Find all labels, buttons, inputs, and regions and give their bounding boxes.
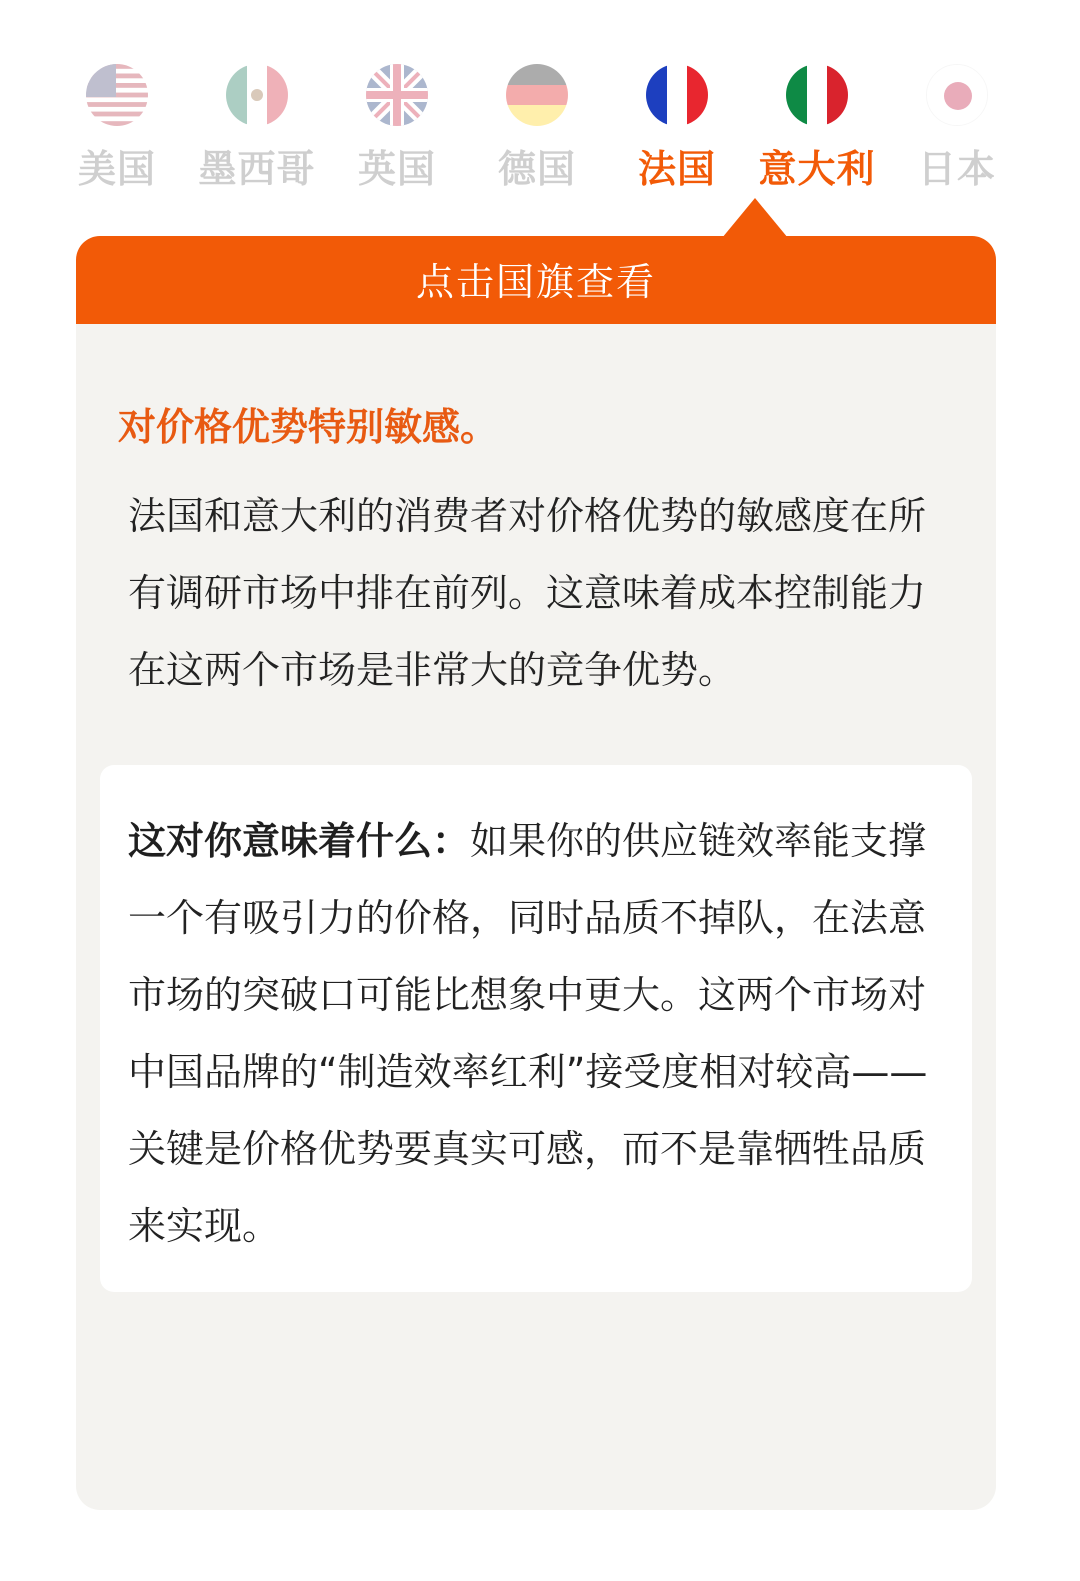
usa-flag-icon: [86, 64, 148, 126]
card-header: [76, 236, 996, 324]
insight-lead: 这对你意味着什么：: [128, 819, 471, 863]
tab-label: 法国: [637, 147, 716, 191]
tab-label: 德国: [497, 147, 576, 191]
country-flag-tabs: [0, 60, 1080, 190]
info-card: [76, 236, 996, 1510]
tab-france[interactable]: [607, 60, 747, 190]
tab-label: 意大利: [758, 147, 876, 191]
mexico-flag-icon: [226, 64, 288, 126]
tab-mexico[interactable]: [187, 60, 327, 190]
card-pointer: [722, 198, 788, 238]
description-paragraph: 法国和意大利的消费者对价格优势的敏感度在所有调研市场中排在前列。这意味着成本控制能力在这两个市场是非常大的竞争优势。: [128, 494, 927, 692]
tab-japan[interactable]: [887, 60, 1027, 190]
insight-box: [100, 765, 972, 1292]
uk-flag-icon: [366, 64, 428, 126]
germany-flag-icon: [506, 64, 568, 126]
insight-paragraph: [128, 803, 948, 1265]
tab-label: 英国: [357, 147, 436, 191]
tab-usa[interactable]: [47, 60, 187, 190]
france-flag-icon: [646, 64, 708, 126]
tab-label: 美国: [77, 147, 156, 191]
tab-italy[interactable]: [747, 60, 887, 190]
tab-germany[interactable]: [467, 60, 607, 190]
highlight-title: 对价格优势特别敏感。: [118, 405, 499, 449]
italy-flag-icon: [786, 64, 848, 126]
insight-body: 如果你的供应链效率能支撑一个有吸引力的价格，同时品质不掉队，在法意市场的突破口可能比想象中更大。这两个市场对中国品牌的“制造效率红利”接受度相对较高——关键是价格优势要真实可感，而不是靠牺牲品质来实现。: [128, 819, 928, 1248]
tab-label: 墨西哥: [198, 147, 316, 191]
tab-label: 日本: [917, 147, 996, 191]
card-header-text: 点击国旗查看: [415, 260, 656, 304]
japan-flag-icon: [926, 64, 988, 126]
tab-uk[interactable]: [327, 60, 467, 190]
